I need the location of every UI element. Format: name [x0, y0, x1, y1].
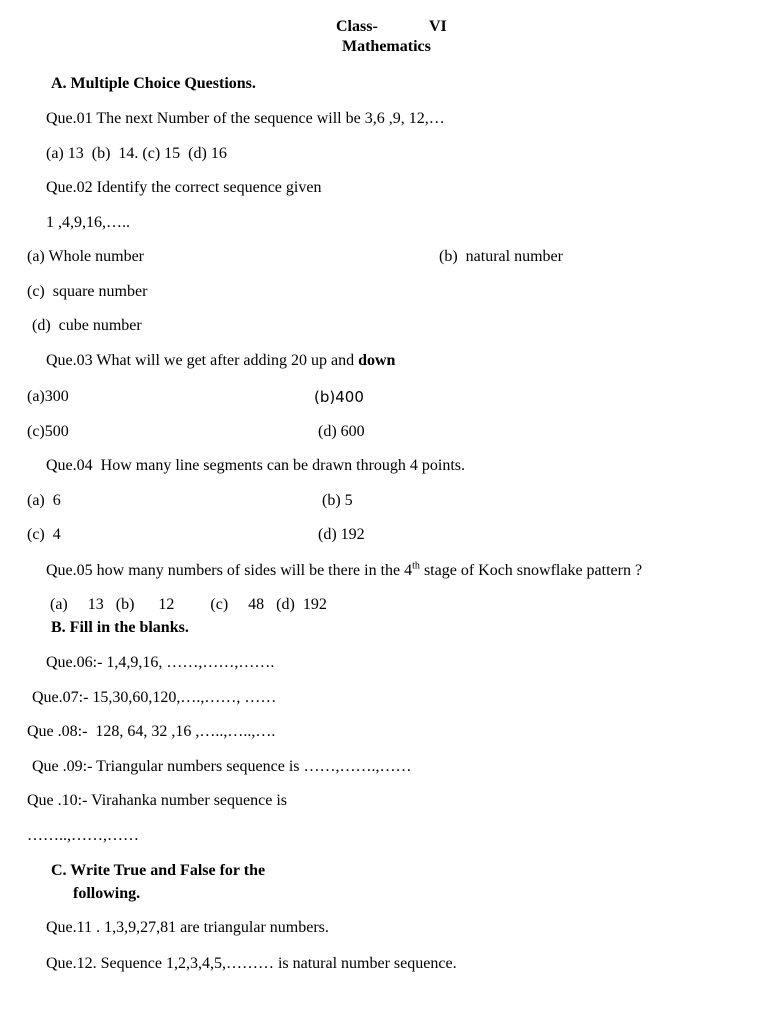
question-11: Que.11 . 1,3,9,27,81 are triangular numbers. [46, 919, 329, 936]
question-03-bold-word: down [358, 352, 396, 369]
section-a-title: A. Multiple Choice Questions. [51, 75, 256, 92]
section-b-title: B. Fill in the blanks. [51, 619, 189, 636]
question-05-superscript: th [412, 560, 420, 572]
question-07: Que.07:- 15,30,60,120,….,……, …… [32, 689, 277, 706]
question-03-option-c: (c)500 [27, 423, 69, 440]
question-01-options: (a) 13 (b) 14. (c) 15 (d) 16 [46, 145, 227, 162]
question-04: Que.04 How many line segments can be drawn through 4 points. [46, 457, 466, 474]
question-02-option-d: (d) cube number [32, 317, 142, 334]
question-06: Que.06:- 1,4,9,16, ……,……,……. [46, 654, 275, 671]
question-03 [46, 351, 395, 371]
question-02-option-c: (c) square number [27, 283, 148, 300]
question-04-option-a: (a) 6 [27, 492, 61, 509]
question-04-option-c: (c) 4 [27, 526, 61, 543]
question-09: Que .09:- Triangular numbers sequence is ……,…….,…… [32, 758, 412, 775]
section-c-title: C. Write True and False for the [51, 862, 266, 879]
question-01: Que.01 The next Number of the sequence will be 3,6 ,9, 12,… [46, 110, 445, 127]
class-label: Class- [336, 18, 378, 35]
question-05-options: (a) 13 (b) 12 (c) 48 (d) 192 [50, 596, 327, 613]
question-02-sequence: 1 ,4,9,16,….. [46, 214, 130, 231]
class-value: VI [429, 18, 447, 35]
question-10: Que .10:- Virahanka number sequence is [27, 792, 287, 809]
question-04-option-b: (b) 5 [322, 492, 353, 509]
question-05-text-end: stage of Koch snowflake pattern ? [419, 562, 643, 579]
subject-title: Mathematics [342, 38, 431, 55]
question-05-text-start: Que.05 how many numbers of sides will be there in the 4 [46, 562, 413, 579]
question-12: Que.12. Sequence 1,2,3,4,5,……… is natural number sequence. [46, 955, 457, 972]
question-03-option-a: (a)300 [27, 388, 69, 405]
question-02-option-a: (a) Whole number [27, 248, 144, 265]
question-02: Que.02 Identify the correct sequence given [46, 179, 322, 196]
question-03-text: Que.03 What will we get after adding 20 up and [46, 352, 359, 369]
section-c-title-continued: following. [73, 885, 141, 902]
question-03-option-b: (b)400 [314, 388, 364, 406]
question-10-blank: ……..,……,…… [27, 827, 139, 844]
question-04-option-d: (d) 192 [318, 526, 365, 543]
question-08: Que .08:- 128, 64, 32 ,16 ,…..,…..,…. [27, 723, 276, 740]
question-05 [46, 561, 642, 581]
question-03-option-d: (d) 600 [318, 423, 365, 440]
question-02-option-b: (b) natural number [439, 248, 563, 265]
